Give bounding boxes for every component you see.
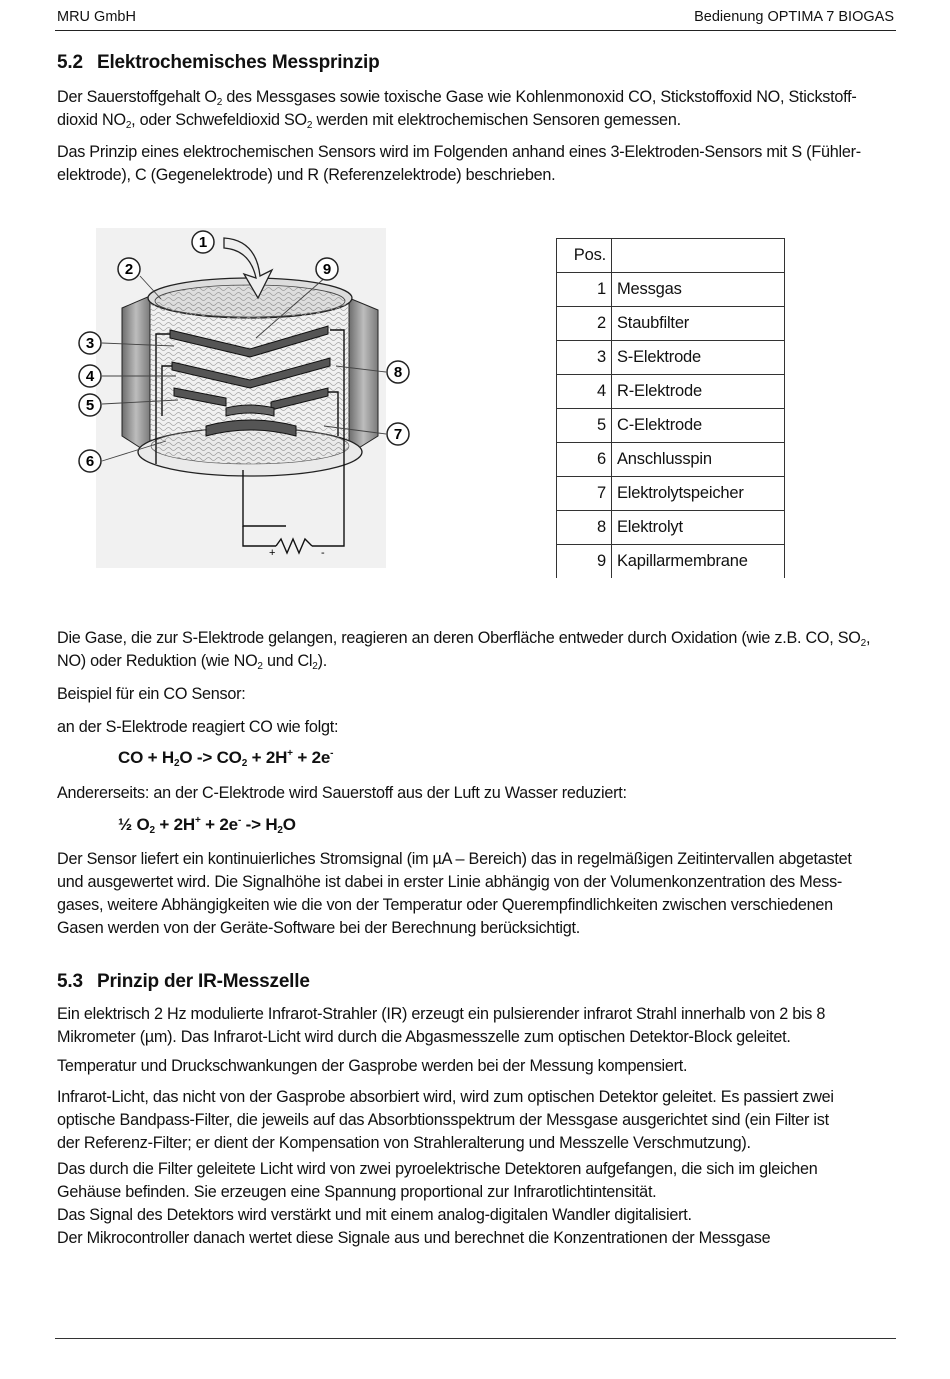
text: dioxid NO	[57, 111, 126, 129]
legend-pos: 3	[557, 341, 612, 375]
paragraph-example-co: Beispiel für ein CO Sensor:	[57, 685, 246, 703]
text: Der Sensor liefert ein kontinuierliches Stromsignal (im µA – Bereich) das in regelmäßigen Zeitintervallen abgetastet	[57, 850, 852, 868]
superscript: -	[330, 748, 334, 759]
callout-label: 1	[198, 234, 208, 251]
text: O	[282, 815, 296, 834]
text: werden mit elektrochemischen Sensoren gemessen.	[312, 111, 681, 129]
legend-header-pos: Pos.	[557, 239, 612, 273]
text: gases, weitere Abhängigkeiten wie die von der Temperatur oder Querempfindlichkeiten zwischen verschiedenen	[57, 896, 833, 914]
section-5-3-heading	[57, 971, 310, 993]
text: NO) oder Reduktion (wie NO	[57, 652, 258, 670]
text: Ein elektrisch 2 Hz modulierte Infrarot-Strahler (IR) erzeugt ein pulsierender infrarot Strahl innerhalb von 2 bis 8	[57, 1005, 826, 1023]
callout-5	[79, 394, 101, 416]
section-number: 5.3	[57, 971, 83, 992]
subscript: 2	[860, 638, 866, 649]
callout-8	[387, 361, 409, 383]
paragraph-bandpass-filters	[57, 1086, 897, 1155]
text: Gehäuse befinden. Sie erzeugen eine Spannung proportional zur Infrarotlichtintensität.	[57, 1183, 657, 1201]
section-title: Elektrochemisches Messprinzip	[97, 52, 380, 73]
callout-9	[316, 258, 338, 280]
callout-7	[387, 423, 409, 445]
text: Die Gase, die zur S-Elektrode gelangen, reagieren an deren Oberfläche entweder durch Oxidation (wie z.B. CO, SO	[57, 629, 861, 647]
equation-reduction	[118, 815, 296, 835]
legend-name: R-Elektrode	[612, 375, 785, 409]
text: der Referenz-Filter; er dient der Kompensation von Strahleralterung und Messzelle Verschmutzung).	[57, 1134, 751, 1152]
header-document-title: Bedienung OPTIMA 7 BIOGAS	[694, 9, 894, 25]
equation-oxidation	[118, 748, 333, 768]
paragraph-principle-intro	[57, 141, 897, 187]
text: elektrode), C (Gegenelektrode) und R (Referenzelektrode) beschrieben.	[57, 166, 556, 184]
text: Das durch die Filter geleitete Licht wird von zwei pyroelektrische Detektoren aufgefangen, die sich im gleichen	[57, 1160, 818, 1178]
callout-label: 3	[85, 335, 95, 352]
text: + 2H	[154, 815, 196, 834]
legend-row	[557, 375, 785, 409]
section-title: Prinzip der IR-Messzelle	[97, 971, 310, 992]
paragraph-ir-emitter	[57, 1003, 897, 1049]
minus-sign: -	[321, 547, 325, 559]
legend-name: Messgas	[612, 273, 785, 307]
legend-header-row	[557, 239, 785, 273]
legend-pos: 2	[557, 307, 612, 341]
legend-row	[557, 443, 785, 477]
subscript: 2	[241, 758, 248, 769]
callout-label: 7	[393, 426, 403, 443]
legend-name: Elektrolyt	[612, 511, 785, 545]
text: Infrarot-Licht, das nicht von der Gasprobe absorbiert wird, wird zum optischen Detektor geleitet. Es passiert zwei	[57, 1088, 834, 1106]
text: ½ O	[118, 815, 150, 834]
legend-row	[557, 511, 785, 545]
text: Der Sauerstoffgehalt O	[57, 88, 217, 106]
callout-3	[79, 332, 101, 354]
legend-name: Staubfilter	[612, 307, 785, 341]
section-5-2-heading	[57, 52, 379, 74]
legend-pos: 8	[557, 511, 612, 545]
legend-header-empty	[612, 239, 785, 273]
paragraph-oxygen-sensors	[57, 86, 897, 132]
callout-label: 9	[322, 261, 332, 278]
superscript: +	[195, 815, 201, 826]
legend-row	[557, 409, 785, 443]
callout-2	[118, 258, 140, 280]
text: Das Signal des Detektors wird verstärkt und mit einem analog-digitalen Wandler digitalisiert.	[57, 1206, 692, 1224]
header-rule	[55, 30, 896, 31]
legend-pos: 1	[557, 273, 612, 307]
subscript: 2	[312, 661, 318, 672]
paragraph-c-electrode: Andererseits: an der C-Elektrode wird Sauerstoff aus der Luft zu Wasser reduziert:	[57, 784, 627, 802]
legend-name: C-Elektrode	[612, 409, 785, 443]
paragraph-sensor-signal	[57, 848, 897, 940]
legend-pos: 9	[557, 545, 612, 579]
callout-label: 6	[85, 453, 95, 470]
subscript: 2	[149, 825, 155, 836]
subscript: 2	[216, 97, 223, 108]
header-company: MRU GmbH	[57, 9, 136, 25]
text: + 2H	[247, 748, 288, 767]
text: CO + H	[118, 748, 174, 767]
subscript: 2	[125, 120, 132, 131]
superscript: +	[287, 748, 293, 759]
legend-pos: 4	[557, 375, 612, 409]
legend-name: Anschlusspin	[612, 443, 785, 477]
subscript: 2	[257, 661, 263, 672]
subscript: 2	[173, 758, 180, 769]
text: optische Bandpass-Filter, die jeweils auf das Absorbtionsspektrum der Messgase ausgerichtet sind (ein Filter ist	[57, 1111, 829, 1129]
legend-row	[557, 307, 785, 341]
text: Das Prinzip eines elektrochemischen Sensors wird im Folgenden anhand eines 3-Elektroden-Sensors mit S (Fühler-	[57, 143, 861, 161]
paragraph-gas-reactions	[57, 627, 897, 673]
text: des Messgases sowie toxische Gase wie Kohlenmonoxid CO, Stickstoffoxid NO, Stickstoff-	[222, 88, 857, 106]
legend-name: Kapillarmembrane	[612, 545, 785, 579]
legend-pos: 7	[557, 477, 612, 511]
legend-row	[557, 545, 785, 579]
text: + 2e	[200, 815, 238, 834]
legend-name: S-Elektrode	[612, 341, 785, 375]
legend-table	[556, 238, 785, 578]
sensor-diagram	[66, 226, 426, 571]
callout-1	[192, 231, 214, 253]
section-number: 5.2	[57, 52, 83, 73]
text: + 2e	[292, 748, 331, 767]
callout-4	[79, 365, 101, 387]
legend-name: Elektrolytspeicher	[612, 477, 785, 511]
text: Der Mikrocontroller danach wertet diese Signale aus und berechnet die Konzentrationen der Messgase	[57, 1229, 771, 1247]
legend-row	[557, 477, 785, 511]
text: O -> CO	[179, 748, 242, 767]
text: und ausgewertet wird. Die Signalhöhe ist dabei in erster Linie abhängig von der Volumenkonzentration des Mess-	[57, 873, 843, 891]
callout-6	[79, 450, 101, 472]
text: und Cl	[262, 652, 313, 670]
callout-label: 4	[85, 368, 95, 385]
text: Gasen werden von der Geräte-Software bei der Berechnung berücksichtigt.	[57, 919, 581, 937]
subscript: 2	[277, 825, 283, 836]
legend-row	[557, 341, 785, 375]
footer-rule	[55, 1338, 896, 1339]
legend-pos: 5	[557, 409, 612, 443]
legend-pos: 6	[557, 443, 612, 477]
paragraph-detectors	[57, 1158, 897, 1250]
text: ).	[317, 652, 327, 670]
superscript: -	[237, 815, 242, 826]
callout-label: 2	[124, 261, 134, 278]
plus-sign: +	[269, 547, 276, 559]
paragraph-s-electrode: an der S-Elektrode reagiert CO wie folgt:	[57, 718, 339, 736]
callout-label: 5	[85, 397, 95, 414]
callout-label: 8	[393, 364, 403, 381]
text: , oder Schwefeldioxid SO	[131, 111, 307, 129]
text: Mikrometer (µm). Das Infrarot-Licht wird durch die Abgasmesszelle zum optischen Detektor-Block geleitet.	[57, 1028, 791, 1046]
text: -> H	[241, 815, 278, 834]
text: ,	[865, 629, 871, 647]
paragraph-compensation: Temperatur und Druckschwankungen der Gasprobe werden bei der Messung kompensiert.	[57, 1057, 688, 1075]
subscript: 2	[306, 120, 313, 131]
legend-row	[557, 273, 785, 307]
